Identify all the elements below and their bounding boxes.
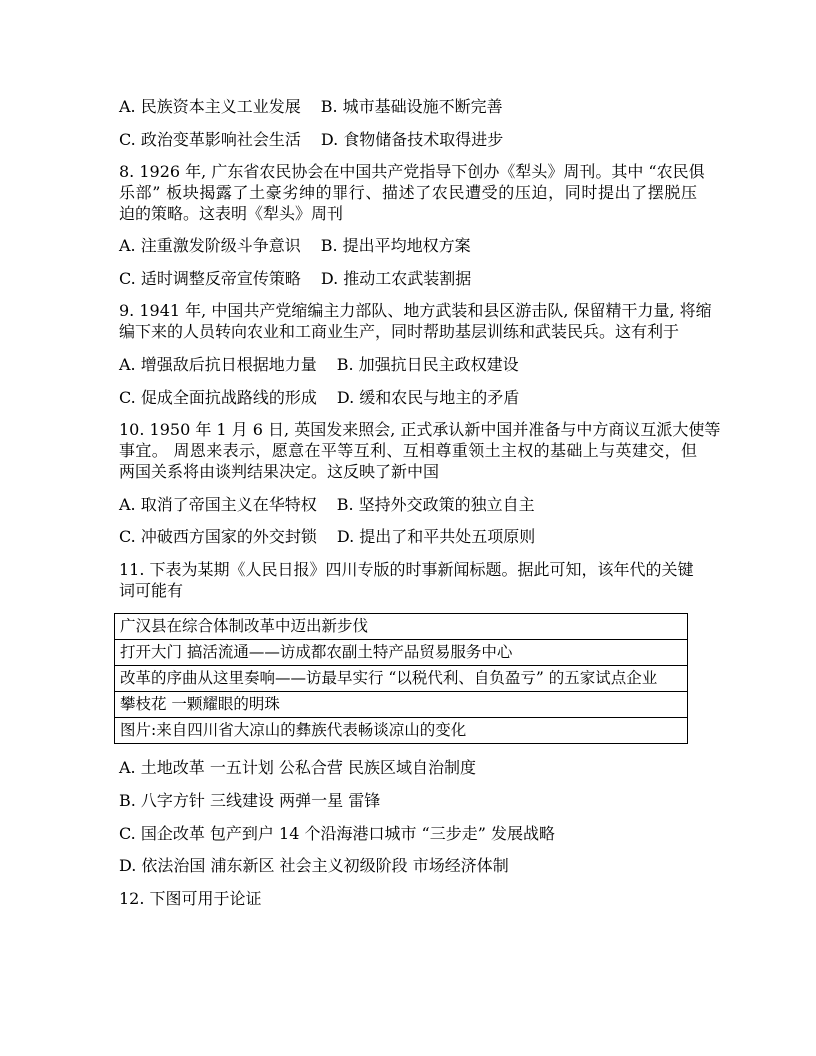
table-row bbox=[115, 666, 688, 692]
table-cell: 广汉县在综合体制改革中迈出新步伐 bbox=[115, 614, 688, 640]
q7-option-b: B. 城市基础设施不断完善 bbox=[320, 97, 503, 116]
q11-stem bbox=[119, 559, 694, 601]
q10-stem-line: 两国关系将由谈判结果决定。这反映了新中国 bbox=[119, 462, 440, 481]
q10-option-b: B. 坚持外交政策的独立自主 bbox=[336, 495, 535, 514]
q8-option-a: A. 注重激发阶级斗争意识 bbox=[119, 236, 301, 255]
q9-stem-line: 9. 1941 年, 中国共产党缩编主力部队、地方武装和县区游击队, 保留精干力量, 将缩 bbox=[119, 301, 712, 320]
q11-option-d: D. 依法治国 浦东新区 社会主义初级阶段 市场经济体制 bbox=[119, 856, 509, 875]
q9-options-row-1 bbox=[119, 354, 519, 375]
q10-options-row-1 bbox=[119, 494, 535, 515]
table-cell: 打开大门 搞活流通——访成都农副土特产品贸易服务中心 bbox=[115, 640, 688, 666]
q9-option-d: D. 缓和农民与地主的矛盾 bbox=[336, 388, 520, 407]
q8-stem-line: 8. 1926 年, 广东省农民协会在中国共产党指导下创办《犁头》周刊。其中 “农民俱 bbox=[119, 162, 705, 181]
table-row bbox=[115, 614, 688, 640]
table-row bbox=[115, 718, 688, 744]
q9-options-row-2 bbox=[119, 387, 519, 408]
table-row bbox=[115, 640, 688, 666]
q10-options-row-2 bbox=[119, 526, 535, 547]
table-row bbox=[115, 692, 688, 718]
q8-option-b: B. 提出平均地权方案 bbox=[320, 236, 471, 255]
q10-option-a: A. 取消了帝国主义在华特权 bbox=[119, 495, 317, 514]
q12-stem bbox=[119, 888, 262, 909]
q10-option-d: D. 提出了和平共处五项原则 bbox=[336, 527, 536, 546]
table-cell: 图片:来自四川省大凉山的彝族代表畅谈凉山的变化 bbox=[115, 718, 688, 744]
q8-stem-line: 乐部” 板块揭露了土豪劣绅的罪行、描述了农民遭受的压迫，同时提出了摆脱压 bbox=[119, 183, 697, 202]
q10-stem bbox=[119, 419, 721, 482]
q7-options-row-1 bbox=[119, 96, 503, 117]
q9-stem-line: 编下来的人员转向农业和工商业生产，同时帮助基层训练和武装民兵。这有利于 bbox=[119, 322, 680, 341]
q8-options-row-1 bbox=[119, 235, 471, 256]
q10-stem-line: 10. 1950 年 1 月 6 日, 英国发来照会, 正式承认新中国并准备与中方商议互派大使等 bbox=[119, 420, 721, 439]
q8-option-c: C. 适时调整反帝宣传策略 bbox=[119, 269, 301, 288]
q8-stem bbox=[119, 161, 705, 224]
q11-option-b: B. 八字方针 三线建设 两弹一星 雷锋 bbox=[119, 791, 381, 810]
q7-options-row-2 bbox=[119, 129, 503, 150]
q11-option-c: C. 国企改革 包产到户 14 个沿海港口城市 “三步走” 发展战略 bbox=[119, 824, 555, 843]
q9-option-a: A. 增强敌后抗日根据地力量 bbox=[119, 355, 317, 374]
table-cell: 攀枝花 一颗耀眼的明珠 bbox=[115, 692, 688, 718]
q10-stem-line: 事宜。 周恩来表示，愿意在平等互利、互相尊重领土主权的基础上与英建交，但 bbox=[119, 441, 697, 460]
q11-option-a: A. 土地改革 一五计划 公私合营 民族区域自治制度 bbox=[119, 758, 476, 777]
q9-option-b: B. 加强抗日民主政权建设 bbox=[336, 355, 519, 374]
q8-option-d: D. 推动工农武装割据 bbox=[320, 269, 472, 288]
q10-option-c: C. 冲破西方国家的外交封锁 bbox=[119, 527, 317, 546]
q9-option-c: C. 促成全面抗战路线的形成 bbox=[119, 388, 317, 407]
table-cell: 改革的序曲从这里奏响——访最早实行 “以税代利、自负盈亏” 的五家试点企业 bbox=[115, 666, 688, 692]
q8-stem-line: 迫的策略。这表明《犁头》周刊 bbox=[119, 204, 344, 223]
q12-stem-line: 12. 下图可用于论证 bbox=[119, 889, 262, 908]
q8-options-row-2 bbox=[119, 268, 471, 289]
q11-stem-line: 词可能有 bbox=[119, 581, 184, 600]
q7-option-d: D. 食物储备技术取得进步 bbox=[320, 130, 504, 149]
q7-option-c: C. 政治变革影响社会生活 bbox=[119, 130, 301, 149]
q7-option-a: A. 民族资本主义工业发展 bbox=[119, 97, 301, 116]
q11-stem-line: 11. 下表为某期《人民日报》四川专版的时事新闻标题。据此可知，该年代的关键 bbox=[119, 560, 694, 579]
q9-stem bbox=[119, 300, 712, 342]
news-headline-table bbox=[114, 613, 688, 744]
